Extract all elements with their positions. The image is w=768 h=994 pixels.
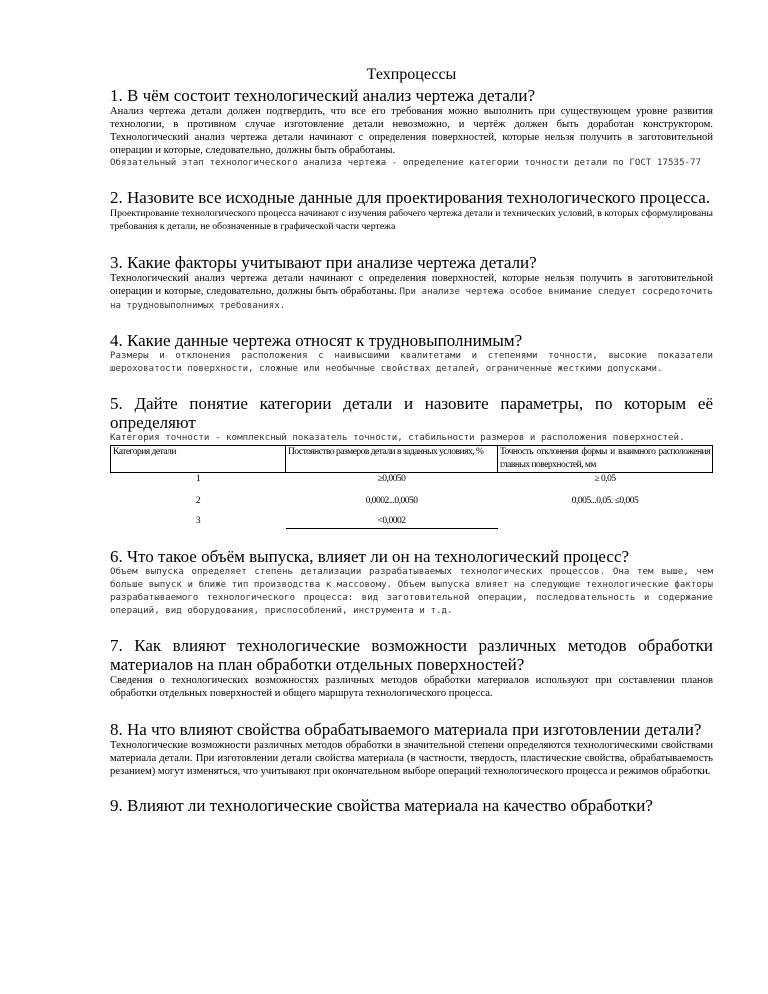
section-q2 bbox=[110, 188, 713, 233]
question-7-heading: 7. Как влияют технологические возможности различных методов обработки материалов на план обработки отдельных поверхностей? bbox=[110, 636, 713, 674]
section-q4 bbox=[110, 331, 713, 376]
question-8-heading: 8. На что влияют свойства обрабатываемого материала при изготовлении детали? bbox=[110, 720, 702, 739]
answer-7-text: Сведения о технологических возможностях различных методов обработки материалов используют при составлении планов обработки отдельных поверхностей и общего маршрута технологического процесса. bbox=[110, 675, 713, 699]
section-q1 bbox=[110, 86, 713, 170]
question-4-heading: 4. Какие данные чертежа относят к трудновыполнимым? bbox=[110, 331, 523, 350]
answer-1-mono: Обязательный этап технологического анализа чертежа - определение категории точности детали по ГОСТ 17535-77 bbox=[110, 158, 702, 168]
table-cell: <0,0002 bbox=[286, 508, 498, 529]
section-q9 bbox=[110, 796, 713, 815]
answer-3-text bbox=[110, 272, 713, 313]
answer-8-text: Технологические возможности различных методов обработки в значительной степени определяются технологическими свойствами материала детали. При изготовлении детали свойства материала (в частности, твердость, пластические свойства, обрабатываемость резанием) могут изменяться, что учитывают при окончательном выборе операций технологического процесса и режимов обработки. bbox=[110, 740, 713, 777]
answer-6-mono: Объем выпуска определяет степень детализации разрабатываемых технологических процессов. Она тем выше, чем больше выпуск и ближе тип производства к массовому. Объем выпуска влияет на следующие технологические факторы разрабатываемого технологического процесса: вид заготовительной операции, последовательность и содержание операций, вид оборудования, приспособлений, инструмента и т.д. bbox=[110, 567, 713, 616]
table-cell: 0,0002...0,0050 bbox=[365, 496, 418, 506]
answer-5-mono: Категория точности - комплексный показатель точности, стабильности размеров и расположения поверхностей. bbox=[110, 433, 685, 443]
table-header-cell: Постоянство размеров детали в заданных условиях, % bbox=[286, 446, 498, 473]
answer-1-text: Анализ чертежа детали должен подтвердить, что все его требования можно выполнить при существующем уровне развития технологии, в противном случае изготовление детали невозможно, и чертёж должен быть доработан конструктором. Технологический анализ чертежа детали начинают с определения поверхностей, которые нельзя получить в заготовительной операции и которые, следовательно, должны быть обработаны. bbox=[110, 106, 713, 156]
section-q5 bbox=[110, 394, 713, 529]
table-cell: ≥0,0050 bbox=[377, 474, 406, 484]
question-5-heading: 5. Дайте понятие категории детали и назовите параметры, по которым её определяют bbox=[110, 394, 713, 432]
question-6-heading: 6. Что такое объём выпуска, влияет ли он на технологический процесс? bbox=[110, 547, 630, 566]
table-header-cell: Точность отклонения формы и взаимного расположения главных поверхностей, мм bbox=[498, 446, 713, 473]
table-cell: 2 bbox=[195, 496, 201, 506]
question-9-heading: 9. Влияют ли технологические свойства материала на качество обработки? bbox=[110, 796, 653, 815]
table-row bbox=[111, 486, 713, 508]
question-3-heading: 3. Какие факторы учитывают при анализе чертежа детали? bbox=[110, 253, 537, 272]
section-q6 bbox=[110, 547, 713, 618]
question-1-heading: 1. В чём состоит технологический анализ чертежа детали? bbox=[110, 86, 536, 105]
table-cell bbox=[498, 508, 713, 529]
section-q7 bbox=[110, 636, 713, 700]
answer-2-text: Проектирование технологического процесса начинают с изучения рабочего чертежа детали и технических условий, в которых сформулированы требования к детали, не обозначенные в графической части чертежа bbox=[110, 208, 713, 232]
answer-3-serif: Технологический анализ чертежа детали начинают с определения поверхностей, которые нельзя получить в заготовительной операции и которые, следовательно, должны быть обработаны. bbox=[110, 273, 713, 297]
table-cell: 1 bbox=[195, 474, 201, 484]
table-row bbox=[111, 473, 713, 487]
answer-4-mono: Размеры и отклонения расположения с наивысшими квалитетами и степенями точности, высокие показатели шероховатости поверхности, сложные или необычные свойствах деталей, ограниченные жесткими допусками. bbox=[110, 351, 713, 374]
table-row bbox=[111, 508, 713, 529]
document-title: Техпроцессы bbox=[366, 66, 457, 83]
question-2-heading: 2. Назовите все исходные данные для проектирования технологического процесса. bbox=[110, 188, 711, 207]
section-q8 bbox=[110, 720, 713, 778]
table-header-row bbox=[111, 446, 713, 473]
table-cell: 0,005...0,05. ≤0,005 bbox=[571, 496, 639, 506]
document-page bbox=[110, 66, 713, 815]
category-table bbox=[110, 445, 713, 529]
answer-3-mono: При анализе чертежа особое внимание следует сосредоточить на трудновыполнимых требованиях. bbox=[110, 287, 713, 311]
table-header-cell: Категория детали bbox=[111, 446, 286, 473]
section-q3 bbox=[110, 253, 713, 313]
table-cell: 3 bbox=[195, 516, 201, 526]
table-cell: ≥ 0,05 bbox=[594, 474, 616, 484]
